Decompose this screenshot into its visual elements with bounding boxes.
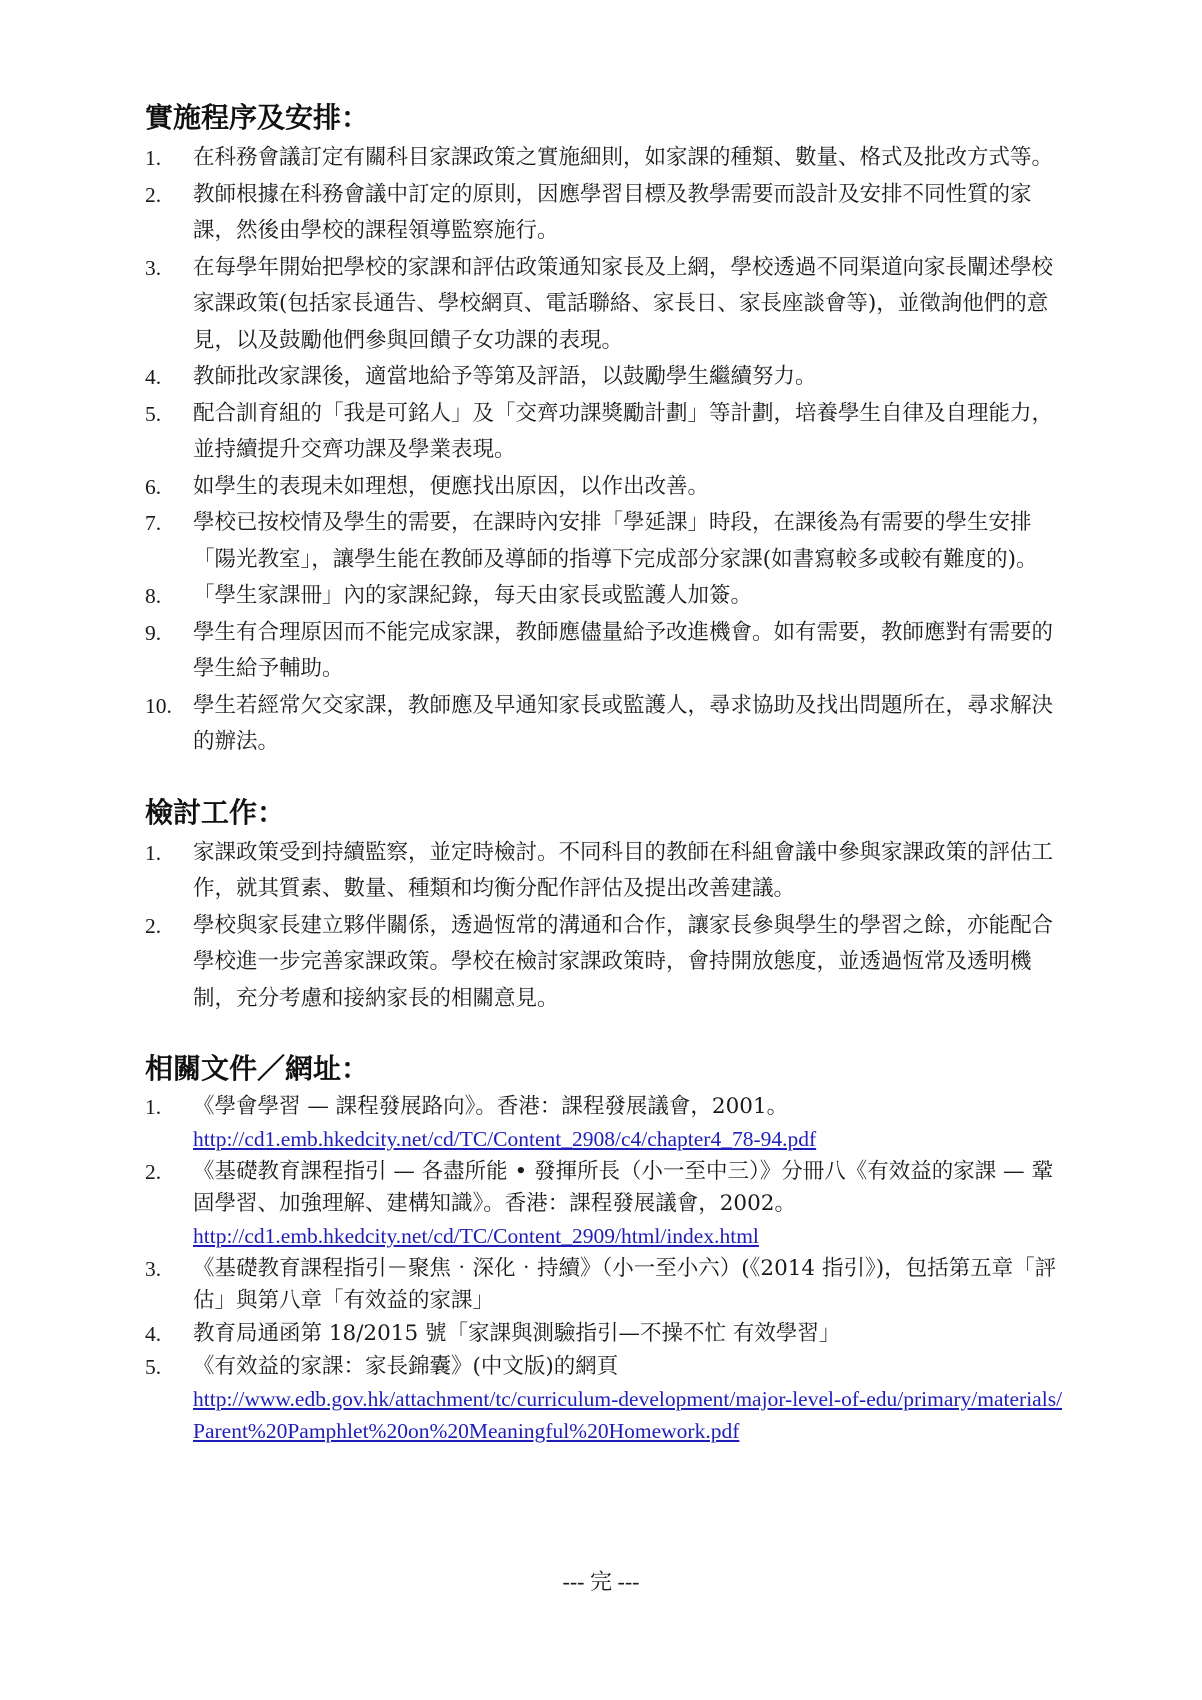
document-page	[145, 100, 1070, 1448]
list-item	[145, 1156, 1070, 1252]
list-item	[145, 359, 1070, 396]
list-item	[145, 1318, 1070, 1350]
item-number: 2.	[145, 1160, 162, 1184]
item-number: 1.	[145, 146, 162, 170]
item-number: 5.	[145, 1355, 162, 1379]
end-mark: --- 完 ---	[562, 1569, 640, 1594]
item-text: 學校已按校情及學生的需要，在課時內安排「學延課」時段，在課後為有需要的學生安排「陽光教室」，讓學生能在教師及導師的指導下完成部分家課(如書寫較多或較有難度的)。	[193, 510, 1038, 572]
list-item	[145, 578, 1070, 615]
item-number: 8.	[145, 584, 162, 608]
references-list	[145, 1091, 1070, 1447]
reference-link[interactable]: http://www.edb.gov.hk/attachment/tc/curriculum-development/major-level-of-edu/primary/materials/Parent%20Pamphlet%20on%20Meaningful%20Homework.pdf	[193, 1387, 1063, 1443]
item-number: 4.	[145, 1322, 162, 1346]
review-list	[145, 835, 1070, 1018]
item-text: 配合訓育組的「我是可銘人」及「交齊功課獎勵計劃」等計劃，培養學生自律及自理能力，並持續提升交齊功課及學業表現。	[193, 400, 1054, 462]
section-title-procedures: 實施程序及安排：	[145, 101, 370, 134]
item-text: 教師根據在科務會議中訂定的原則，因應學習目標及教學需要而設計及安排不同性質的家課，然後由學校的課程領導監察施行。	[193, 181, 1032, 243]
list-item	[145, 835, 1070, 908]
list-item	[145, 1253, 1070, 1317]
item-text: 「學生家課冊」內的家課紀錄，每天由家長或監護人加簽。	[193, 583, 753, 608]
item-number: 7.	[145, 511, 162, 535]
item-text: 《有效益的家課：家長錦囊》(中文版)的網頁	[193, 1354, 619, 1379]
list-item	[145, 688, 1070, 761]
list-item	[145, 177, 1070, 250]
item-text: 如學生的表現未如理想，便應找出原因，以作出改善。	[193, 473, 710, 499]
item-text: 在科務會議訂定有關科目家課政策之實施細則，如家課的種類、數量、格式及批改方式等。	[193, 145, 1054, 170]
list-item	[145, 908, 1070, 1018]
item-text: 《學會學習 — 課程發展路向》。香港：課程發展議會，2001。	[193, 1094, 789, 1119]
reference-link[interactable]: http://cd1.emb.hkedcity.net/cd/TC/Content_2909/html/index.html	[193, 1224, 759, 1248]
item-number: 4.	[145, 365, 162, 389]
item-number: 3.	[145, 255, 162, 280]
item-text: 在每學年開始把學校的家課和評估政策通知家長及上網，學校透過不同渠道向家長闡述學校家課政策(包括家長通告、學校網頁、電話聯絡、家長日、家長座談會等)，並徵詢他們的意見，以及鼓勵他們參與回饋子女功課的表現。	[193, 254, 1054, 353]
section-references	[145, 1051, 1070, 1447]
item-number: 3.	[145, 1257, 162, 1281]
procedures-list	[145, 140, 1070, 761]
item-text: 學校與家長建立夥伴關係，透過恆常的溝通和合作，讓家長參與學生的學習之餘，亦能配合學校進一步完善家課政策。學校在檢討家課政策時，會持開放態度，並透過恆常及透明機制，充分考慮和接納家長的相關意見。	[193, 912, 1054, 1011]
item-number: 6.	[145, 474, 162, 499]
item-number: 2.	[145, 913, 162, 938]
list-item	[145, 250, 1070, 360]
list-item	[145, 1351, 1070, 1447]
reference-link[interactable]: http://cd1.emb.hkedcity.net/cd/TC/Content_2908/c4/chapter4_78-94.pdf	[193, 1127, 817, 1151]
item-text: 教師批改家課後，適當地給予等第及評語，以鼓勵學生繼續努力。	[193, 364, 817, 389]
list-item	[145, 505, 1070, 578]
item-text: 家課政策受到持續監察，並定時檢討。不同科目的教師在科組會議中參與家課政策的評估工作，就其質素、數量、種類和均衡分配作評估及提出改善建議。	[193, 839, 1054, 901]
list-item	[145, 396, 1070, 469]
item-text: 《基礎教育課程指引－聚焦‧深化‧持續》（小一至小六）(《2014 指引》)，包括第五章「評估」與第八章「有效益的家課」	[193, 1256, 1057, 1313]
item-text: 學生若經常欠交家課，教師應及早通知家長或監護人，尋求協助及找出問題所在，尋求解決的辦法。	[193, 692, 1054, 754]
list-item	[145, 615, 1070, 688]
item-text: 教育局通函第 18/2015 號「家課與測驗指引—不操不忙 有效學習」	[193, 1321, 841, 1346]
item-number: 10.	[145, 693, 172, 718]
section-title-references: 相關文件／網址：	[145, 1052, 370, 1085]
section-title-review: 檢討工作：	[145, 795, 286, 829]
list-item	[145, 140, 1070, 177]
item-number: 1.	[145, 1095, 162, 1119]
item-text: 《基礎教育課程指引 — 各盡所能 • 發揮所長（小一至中三）》分冊八《有效益的家課 — 鞏固學習、加強理解、建構知識》。香港：課程發展議會，2002。	[193, 1159, 1053, 1216]
item-number: 5.	[145, 401, 162, 426]
list-item	[145, 469, 1070, 506]
item-number: 9.	[145, 620, 162, 645]
item-number: 2.	[145, 182, 162, 207]
item-text: 學生有合理原因而不能完成家課，教師應儘量給予改進機會。如有需要，教師應對有需要的學生給予輔助。	[193, 619, 1054, 681]
list-item	[145, 1091, 1070, 1155]
section-review	[145, 795, 1070, 1018]
section-procedures	[145, 100, 1070, 761]
item-number: 1.	[145, 840, 162, 865]
